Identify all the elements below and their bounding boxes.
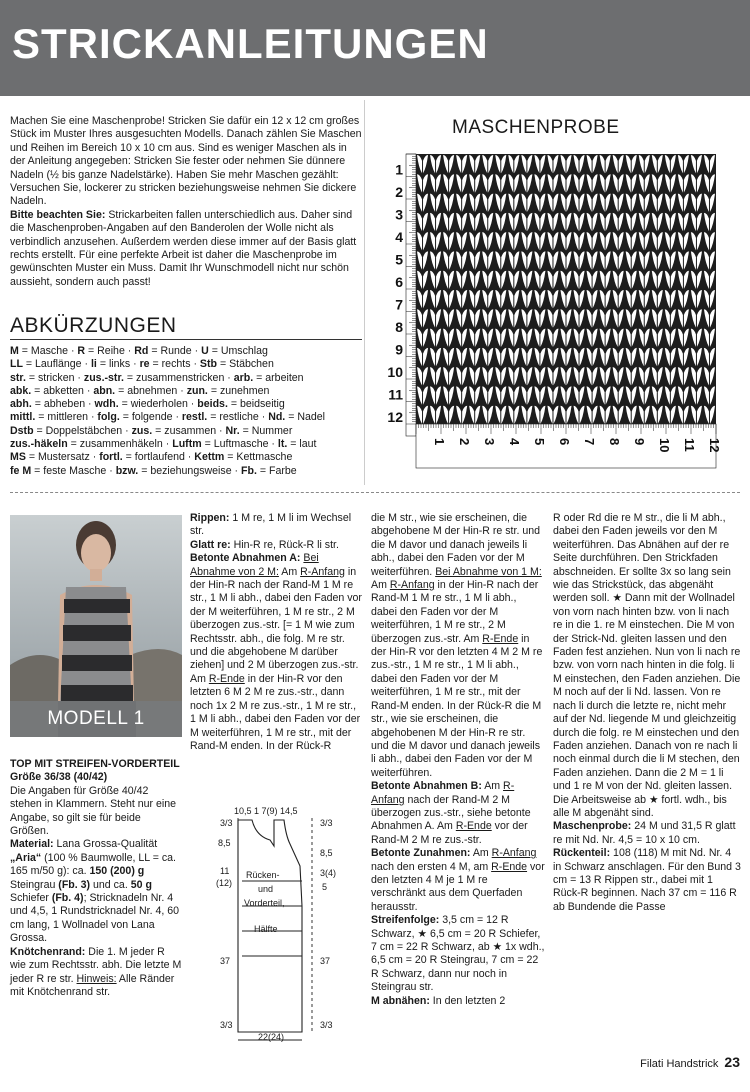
left-ruler-label: 10 [387,364,403,380]
text-run: in der Hin-R vor den letzten 4 M 2 M re zus.-str., 1 M re str., 1 M li abh., dabei den Faden vor der M weiterführen, 1 M re str., mit der Rand-M enden. In der Rück-R die M str., wie sie erscheinen, die abgehobenen M der Hin-R re str. und die M davor und danach jeweils li abh., dabei den Faden vor der M weiterführen. [371,632,543,779]
text-run: = arbeiten [253,371,304,384]
schematic-right-6: 3/3 [320,1020,333,1030]
text-run: Hin-R re, Rück-R li str. [230,538,339,551]
schematic-left-3: 11 [220,866,230,876]
schematic-left-2: 8,5 [218,838,231,848]
text-run: Am [278,565,301,578]
bold-term: abk. [10,384,32,397]
bottom-ruler-label: 5 [532,438,547,446]
text-run: R oder Rd die re M str., die li M abh., dabei den Faden jeweils vor den M weiterführen. Das Abnähen auf der re Seite durchführen. Den Strickfaden abschneiden. Er sollte 3x so lang sein wie das Strickstück, das abgenäht werden soll. ★ Dann mit der Wollnadel von vorn nach hinten bzw. von li nach re in die 1. re M einstechen. Die M von der Strick-Nd. gleiten lassen und den Faden fest anziehen. Nun von li nach re bzw. von vorn nach hinten in die folg. li M einstechen, den Faden anziehen. Die M noch auf der li Nd. lassen. Von re nach li durch die letzte re, nicht mehr auf der Nd. liegende M und gleichzeitig durch die folg. re M einstechen und den Faden anziehen. Danach von re nach li noch einmal durch die li M stechen, den Faden anziehen. Dann die 2 M = 1 li und 1 re M von der Nd. gleiten lassen. Die Arbeitsweise ab ★ fortl. wdh., bis alle M abgenäht sind. [553,512,741,819]
bottom-ruler-label: 12 [707,438,722,453]
paragraph [553,847,741,914]
bold-term: M abnähen: [371,994,430,1007]
schematic-label-3: Vorderteil, [244,898,285,908]
bold-term: U [201,345,209,357]
paragraph [190,539,362,552]
paragraph [10,838,182,945]
text-run: nach der Rand-M 2 M überzogen zus.-str., siehe betonte Abnahmen A. Am [371,793,531,833]
bold-term: folg. [97,411,120,424]
text-run: nach den ersten 4 M, am [371,860,492,873]
text-run: = Luftmasche · [201,438,278,451]
intro-note-label: Bitte beachten Sie: [10,208,106,221]
paragraph [190,512,362,539]
left-ruler-label: 4 [395,229,403,245]
page-number: 23 [724,1054,740,1070]
intro-paragraph-1: Machen Sie eine Maschenprobe! Stricken Sie dafür ein 12 x 12 cm großes Stück im Muster Ihres ausgesuchten Modells. Danach zählen Sie Maschen und Reihen im Bereich 10 x 10 cm aus. Sind es weniger Maschen als in der Anleitung angegeben: Stricken Sie fester oder nehmen Sie dünnere Nadeln (½ bis ganze Nadelstärke). Haben Sie mehr Maschen gezählt: Versuchen Sie, lockerer zu stricken beziehungsweise nehmen Sie dickere Nadeln. [10,115,362,208]
bottom-ruler-label: 8 [607,438,622,446]
paragraph [10,771,182,784]
text-run: = Nummer [239,424,293,437]
bold-term: zus.-str. [83,371,124,384]
text-run: = rechts · [149,358,200,371]
bold-term: Größe 36/38 (40/42) [10,771,108,784]
text-run: = Umschlag [208,345,268,357]
left-ruler-label: 7 [395,296,403,313]
text-run: die M str., wie sie erscheinen, die abgehobene M der Hin-R re str. und die M davor und danach jeweils li abh., dabei den Faden vor der M weiterführen. [371,512,541,578]
schematic-right-4: 5 [322,882,328,892]
bold-term: abh. [10,398,32,411]
bold-term: Dstb [10,424,34,437]
bold-term: Maschenprobe: [553,820,632,833]
schematic-left-5: 37 [220,956,231,966]
bold-term: 50 g [130,878,152,891]
text-run: = Kettmasche [224,451,293,464]
instructions-column-3 [371,512,545,1008]
bottom-ruler-label: 1 [432,438,447,446]
bold-term: „Aria“ [10,851,42,864]
bold-term: Glatt re: [190,538,231,551]
text-run: = zusammenstricken · [123,371,234,384]
bold-term: wdh. [94,398,119,411]
bottom-ruler-label: 9 [632,438,647,446]
text-run: 108 (118) M mit Nd. Nr. 4 in Schwarz anschlagen. Für den Bund 3 cm = 13 R Rippen str., dabei mit 1 Rück-R beginnen. Nach 37 cm = 116 R ab Bundende die Passe [553,847,741,913]
bold-term: bzw. [115,464,139,477]
instructions-column-2 [190,512,362,753]
intro-text [10,115,362,289]
left-ruler-label: 11 [388,386,403,403]
abbreviation-line [10,465,364,478]
bold-term: R [77,345,86,357]
text-run: R-Anfang [491,847,537,860]
text-run: = Stäbchen [217,358,274,371]
text-run: = abheben · [31,398,95,411]
schematic-left-6: 3/3 [220,1020,233,1030]
text-run: Hinweis: [76,972,117,985]
paragraph [371,914,545,994]
text-run: = zusammen · [152,424,226,437]
paragraph [371,780,545,847]
knit-swatch-illustration [372,150,722,472]
abbreviation-line [10,438,364,451]
schematic-left-4: (12) [216,878,233,888]
text-run: = Nadel [285,411,326,424]
text-run: = zunehmen [207,384,270,397]
text-run: in der Hin-R nach der Rand-M 1 M re str., 1 M li abh., dabei den Faden vor der M weiterführen, 1 M re str., 2 M überzogen zus.-str. Am [371,579,539,645]
bold-term: re [139,358,150,371]
bold-term: Fb. [241,464,257,477]
text-run: Am [371,579,390,592]
text-run: Steingrau [10,878,59,891]
text-run: ; Stricknadeln Nr. 4 und 4,5, 1 Rundstricknadel Nr. 4, 60 cm lang, 1 Wollnadel von Lana Grossa. [10,892,180,945]
abbreviations-rule [10,339,362,340]
schematic-bottom-dim: 22(24) [258,1032,285,1042]
bold-term: (Fb. 4) [51,892,84,905]
bold-term: zus. [131,424,153,437]
bold-term: arb. [233,371,254,384]
text-run: = beidseitig [227,398,285,411]
text-run: vor der Rand-M 2 M re zus.-str. [371,820,528,846]
left-ruler-label: 12 [387,409,403,425]
text-run: Bei Abnahme von 2 M: [190,552,319,578]
text-run: = Doppelstäbchen · [33,424,132,437]
bold-term: (Fb. 3) [58,878,91,891]
bottom-ruler-label: 3 [482,438,497,446]
schematic-label-2: und [258,884,274,894]
text-run: = fortlaufend · [122,451,195,464]
bold-term: Rippen: [190,512,230,524]
model-label: MODELL 1 [10,701,182,737]
text-run: 3,5 cm = 12 R Schwarz, ★ 6,5 cm = 20 R Schiefer, 7 cm = 22 R Schwarz, ab ★ 1x wdh., 6,5 cm = 20 R Steingrau, 7 cm = 22 R Schwarz, dann nur noch in Steingrau str. [371,914,545,994]
abbreviation-line [10,411,364,424]
bottom-ruler-label: 2 [457,438,472,446]
text-run: = Masche · [18,345,78,357]
text-run: = feste Masche · [31,464,116,477]
text-run: vor den letzten 4 M je 1 M re verschränkt aus dem Querfaden herausstr. [371,860,545,913]
paragraph [371,512,545,780]
bold-term: LL [10,358,23,371]
text-run: Lana Grossa-Qualität [53,838,158,851]
abbreviation-line [10,358,364,371]
bold-term: MS [10,451,26,464]
text-run: R-Ende [482,632,519,645]
bold-term: str. [10,371,26,384]
text-run: R-Ende [208,672,245,685]
text-run: = mittleren · [35,411,98,424]
bold-term: zus.-häkeln [10,438,68,451]
bold-term: TOP MIT STREIFEN-VORDERTEIL [10,758,180,770]
paragraph [190,552,362,753]
text-run: (100 % Baumwolle, LL = ca. 165 m/50 g): ca. [10,851,176,878]
text-run: = Lauflänge · [22,358,91,371]
bold-term: restl. [181,411,208,424]
left-ruler-label: 2 [395,184,403,200]
text-run: = Farbe [256,464,297,477]
bold-term: Betonte Zunahmen: [371,847,471,860]
text-run: Alle Ränder mit Knötchenrand str. [10,972,175,998]
text-run: 1 M re, 1 M li im Wechsel str. [190,512,352,538]
bold-term: beids. [197,398,228,411]
text-run: R-Ende [455,820,492,833]
bold-term: fortl. [99,451,123,464]
bold-term: Nd. [268,411,286,424]
schematic-right-2: 8,5 [320,848,333,858]
text-run: Am [481,780,504,793]
left-ruler-label: 1 [395,161,403,178]
pattern-schematic [190,806,362,1046]
abbreviation-line [10,451,364,464]
bold-term: Material: [10,838,54,851]
text-run: R-Anfang [300,565,345,578]
bold-term: fe M [10,464,32,477]
bottom-ruler-label: 7 [582,438,597,446]
text-run: in der Hin-R vor den letzten 6 M 2 M re zus.-str., dann noch 1x 2 M re zus.-str., 1 M re str., 1 M li abh., dabei den Faden vor der M weiterführen, 1 M re str., mit der Rand-M enden. In der Rück-R [190,672,361,752]
text-run: = beziehungsweise · [138,464,242,477]
schematic-top-dims: 10,5 1 7(9) 14,5 [234,806,298,816]
bold-term: Kettm [194,451,225,464]
model-photo [10,515,182,737]
section-divider [10,492,740,493]
header-bar [0,0,750,96]
magazine-name: Filati Handstrick [640,1058,719,1070]
bold-term: Rd [134,345,149,357]
gauge-swatch [372,150,722,472]
text-run: = wiederholen · [118,398,198,411]
schematic-left-1: 3/3 [220,818,233,828]
instructions-column-1 [10,758,182,999]
bottom-ruler-label: 6 [557,438,572,446]
text-run: in der Hin-R nach der Rand-M 1 M re str., 1 M li abh., dabei den Faden vor der M weiterführen, 1 M re str., 2 M überzogen zus.-str. [= 1 M wie zum Rechtsstr. abh., die folg. M re str. und die abgehobene M darüber ziehen] und 2 M überzogen zus.-str. Am [190,565,362,685]
text-run: 24 M und 31,5 R glatt re mit Nd. Nr. 4,5 = 10 x 10 cm. [553,820,736,846]
page-footer [640,1054,740,1070]
left-ruler-label: 6 [395,274,403,290]
paragraph [10,758,182,771]
text-run: = Mustersatz · [25,451,100,464]
text-run: = abketten · [31,384,94,397]
text-run: Die Angaben für Größe 40/42 stehen in Klammern. Steht nur eine Angabe, so gilt sie für beide Größen. [10,784,177,838]
abbreviation-line [10,398,364,411]
text-run: = abnehmen · [115,384,187,397]
bold-term: M [10,345,19,357]
text-run: In den letzten 2 [429,994,506,1007]
intro-paragraph-2: Strickarbeiten fallen unterschiedlich aus. Daher sind die Maschenproben-Angaben auf den Banderolen der Wolle nicht als verbindlich anzusehen. Außerdem werden diese immer auf der Basis glatt rechts erstellt. Für eine perfekte Arbeit ist daher die Maschenprobe im gewünschten Muster ein Muss. Damit Ihr Wunschmodell nicht nur schön aussieht, sondern auch passt! [10,208,357,288]
bold-term: Luftm [172,438,202,451]
abbreviation-line [10,345,364,358]
text-run: = zusammenhäkeln · [67,438,173,451]
paragraph [10,946,182,1000]
abbreviation-line [10,372,364,385]
left-ruler-label: 5 [395,251,403,268]
text-run: = stricken · [25,371,84,384]
bold-term: Stb [199,358,217,371]
schematic-right-3: 3(4) [320,868,337,878]
bold-term: Knötchenrand: [10,945,86,958]
text-run: = laut [287,438,317,451]
bold-term: Betonte Abnahmen A: [190,552,301,565]
abbreviations-list [10,345,364,478]
bottom-ruler-label: 10 [657,438,672,453]
paragraph [10,785,182,839]
paragraph [553,512,741,820]
text-run: Schiefer [10,892,52,905]
schematic-right-5: 37 [320,956,331,966]
text-run: = folgende · [119,411,182,424]
text-run: = restliche · [207,411,269,424]
bold-term: Betonte Abnahmen B: [371,780,482,793]
text-run: = Reihe · [85,345,135,357]
abbreviations-title: ABKÜRZUNGEN [10,314,177,337]
bold-term: lt. [277,438,288,451]
schematic-label-4: Hälfte [254,924,278,934]
bottom-ruler-label: 11 [682,438,697,452]
bold-term: mittl. [10,411,36,424]
text-run: Die 1. M jeder R wie zum Rechtsstr. abh. Die letzte M jeder R re str. [10,945,182,985]
schematic-right-1: 3/3 [320,818,333,828]
page-title: STRICKANLEITUNGEN [12,20,489,67]
paragraph [371,847,545,914]
text-run: R-Anfang [389,579,435,592]
bold-term: zun. [186,384,208,397]
text-run: = Runde · [148,345,202,357]
left-ruler-label: 3 [395,206,403,223]
abbreviation-line [10,425,364,438]
text-run: R-Ende [491,860,528,873]
bold-term: abn. [93,384,116,397]
left-ruler-label: 9 [395,341,403,358]
abbreviation-line [10,385,364,398]
left-ruler-label: 8 [395,319,403,335]
text-run: Bei Abnahme von 1 M: [435,565,542,578]
maschenprobe-title: MASCHENPROBE [452,117,620,138]
text-run: = links · [96,358,140,371]
bold-term: 150 (200) g [89,865,145,878]
text-run: und ca. [90,878,131,891]
instructions-column-4 [553,512,741,914]
bold-term: Nr. [225,424,240,437]
bottom-ruler-label: 4 [507,438,522,446]
bold-term: li [90,358,97,371]
paragraph [371,995,545,1008]
text-run: Am [470,847,492,860]
paragraph [553,820,741,847]
bold-term: Rückenteil: [553,847,611,860]
text-run: R-Anfang [371,780,515,806]
left-ruler [406,154,416,436]
column-divider [364,100,365,485]
schematic-label-1: Rücken- [246,870,280,880]
bold-term: Streifenfolge: [371,914,440,927]
